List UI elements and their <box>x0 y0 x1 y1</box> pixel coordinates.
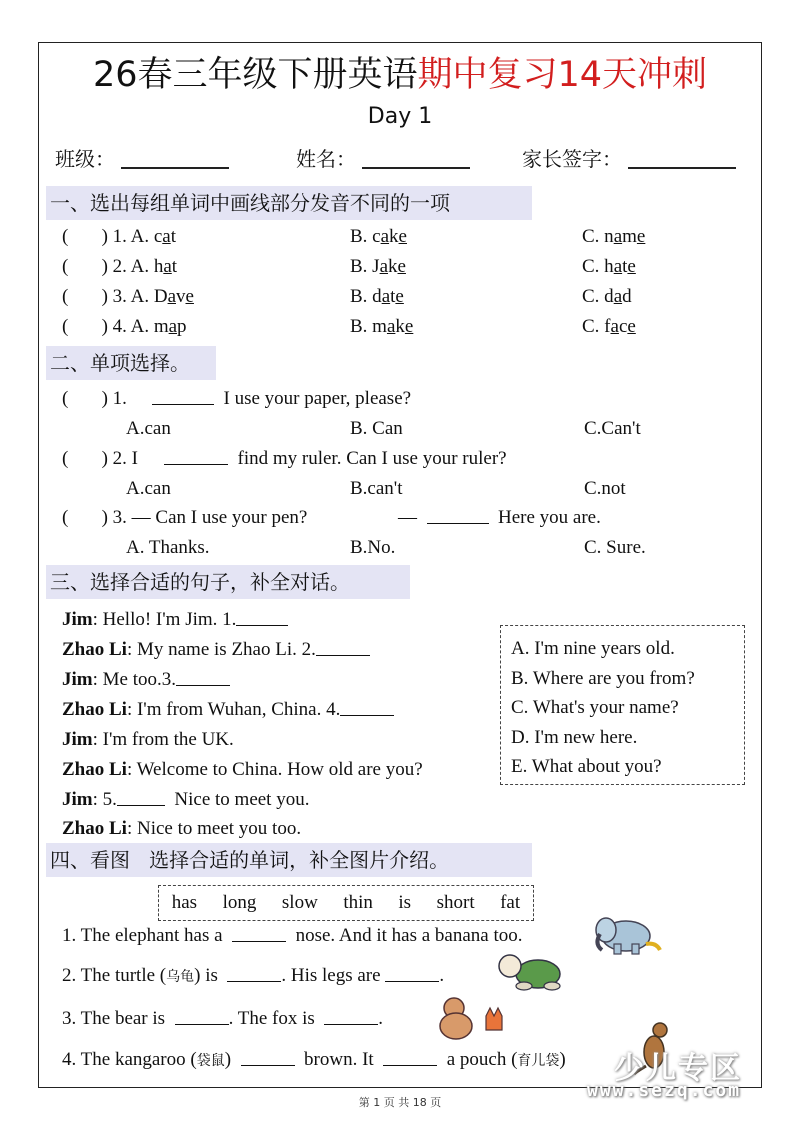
q2-3-option-c: C. Sure. <box>584 537 646 558</box>
word-slow: slow <box>281 892 318 913</box>
speaker-name: Zhao Li <box>62 639 127 660</box>
word-has: has <box>171 892 198 913</box>
picture-sentence-4: 4. The kangaroo (袋鼠) brown. It a pouch (育儿袋) <box>62 1049 566 1070</box>
speaker-name: Jim <box>62 609 93 630</box>
parent-blank[interactable] <box>628 167 736 169</box>
blank[interactable] <box>152 387 214 405</box>
option-d: D. I'm new here. <box>511 726 638 748</box>
q2-1-num: ( ) 1. <box>62 388 127 409</box>
q1-2-option-c: C. hate <box>582 256 636 277</box>
q2-3-option-a: A. Thanks. <box>126 537 210 558</box>
word-long: long <box>222 892 257 913</box>
picture-sentence-3: 3. The bear is . The fox is . <box>62 1008 384 1029</box>
q2-2-option-b: B.can't <box>350 478 403 499</box>
q2-2-num: ( ) 2. I <box>62 448 138 469</box>
blank[interactable] <box>236 608 288 626</box>
blank[interactable] <box>385 964 439 982</box>
q1-4-option-c: C. face <box>582 316 636 337</box>
option-e: E. What about you? <box>511 756 662 777</box>
dialogue-options-box <box>500 625 745 785</box>
option-a: A. I'm nine years old. <box>511 638 675 659</box>
q2-1-option-c: C.Can't <box>584 418 641 439</box>
dialogue-line: Jim: I'm from the UK. <box>62 729 234 750</box>
word-thin: thin <box>343 892 373 913</box>
class-field <box>55 143 229 175</box>
speaker-name: Zhao Li <box>62 759 127 780</box>
q1-1-option-b: B. cake <box>350 226 407 247</box>
section2-title: 二、单项选择。 <box>46 346 216 380</box>
page-footer: 第 1 页 共 18 页 <box>358 1096 442 1109</box>
q1-3-option-a: ( ) 3. A. Dave <box>62 286 194 307</box>
q1-4-option-b: B. make <box>350 316 414 337</box>
blank[interactable] <box>176 668 230 686</box>
speaker-name: Jim <box>62 729 93 750</box>
q1-1-option-c: C. name <box>582 226 646 247</box>
q2-2-option-c: C.not <box>584 478 626 499</box>
q1-3-option-b: B. date <box>350 286 404 307</box>
blank[interactable] <box>383 1048 437 1066</box>
word-bank <box>158 885 534 921</box>
blank[interactable] <box>427 506 489 524</box>
q2-2-option-a: A.can <box>126 478 171 499</box>
blank[interactable] <box>227 964 281 982</box>
q2-1-option-b: B. Can <box>350 418 403 439</box>
section3-title: 三、选择合适的句子，补全对话。 <box>46 565 410 599</box>
parent-signature-field <box>522 143 736 175</box>
q2-3-num: ( ) 3. — Can I use your pen? <box>62 507 308 528</box>
bear-and-fox-icon <box>434 994 510 1040</box>
dialogue-line: Zhao Li: I'm from Wuhan, China. 4. <box>62 697 394 723</box>
blank[interactable] <box>164 447 228 465</box>
name-blank[interactable] <box>362 167 470 169</box>
blank[interactable] <box>117 788 165 806</box>
q2-1-stem: I use your paper, please? <box>152 386 411 412</box>
dialogue-line: Zhao Li: My name is Zhao Li. 2. <box>62 637 370 663</box>
name-field <box>296 143 470 175</box>
blank[interactable] <box>175 1007 229 1025</box>
watermark-brand: 少儿专区 <box>614 1051 742 1086</box>
speaker-name: Jim <box>62 789 93 810</box>
blank[interactable] <box>324 1007 378 1025</box>
speaker-name: Zhao Li <box>62 818 127 839</box>
q1-2-option-b: B. Jake <box>350 256 406 277</box>
title-red: 期中复习14天冲刺 <box>417 55 708 95</box>
word-short: short <box>436 892 475 913</box>
watermark-url: www.sezq.com <box>587 1080 742 1101</box>
elephant-icon <box>592 908 664 956</box>
picture-sentence-1: 1. The elephant has a nose. And it has a banana too. <box>62 925 523 946</box>
q2-2-stem: find my ruler. Can I use your ruler? <box>164 446 507 472</box>
parent-label: 家长签字： <box>522 147 622 171</box>
q2-3-reply: — Here you are. <box>398 507 601 528</box>
dialogue-line: Jim: Hello! I'm Jim. 1. <box>62 607 288 633</box>
option-b: B. Where are you from? <box>511 667 695 689</box>
word-fat: fat <box>500 892 521 913</box>
blank[interactable] <box>241 1048 295 1066</box>
speaker-name: Jim <box>62 669 93 690</box>
section1-title: 一、选出每组单词中画线部分发音不同的一项 <box>46 186 532 220</box>
dialogue-line: Zhao Li: Nice to meet you too. <box>62 818 302 839</box>
title-black: 26春三年级下册英语 <box>92 55 418 95</box>
class-blank[interactable] <box>121 167 229 169</box>
dialogue-line: Zhao Li: Welcome to China. How old are you? <box>62 759 423 780</box>
option-c: C. What's your name? <box>511 697 679 718</box>
section4-title: 四、看图 选择合适的单词，补全图片介绍。 <box>46 843 532 877</box>
dialogue-line: Jim: 5. Nice to meet you. <box>62 789 310 810</box>
picture-sentence-2: 2. The turtle (乌龟) is . His legs are . <box>62 965 445 986</box>
word-is: is <box>398 892 412 913</box>
q1-3-option-c: C. dad <box>582 286 632 307</box>
name-label: 姓名： <box>296 147 356 171</box>
blank[interactable] <box>232 924 286 942</box>
q1-2-option-a: ( ) 2. A. hat <box>62 256 178 277</box>
q2-3-option-b: B.No. <box>350 537 396 558</box>
page-title <box>0 50 800 100</box>
day-label: Day 1 <box>367 104 433 129</box>
q1-1-option-a: ( ) 1. A. cat <box>62 226 176 247</box>
class-label: 班级： <box>55 147 115 171</box>
q1-4-option-a: ( ) 4. A. map <box>62 316 187 337</box>
turtle-icon <box>496 952 568 992</box>
blank[interactable] <box>316 638 370 656</box>
blank[interactable] <box>340 698 394 716</box>
q2-1-option-a: A.can <box>126 418 171 439</box>
speaker-name: Zhao Li <box>62 699 127 720</box>
dialogue-line: Jim: Me too.3. <box>62 667 230 693</box>
